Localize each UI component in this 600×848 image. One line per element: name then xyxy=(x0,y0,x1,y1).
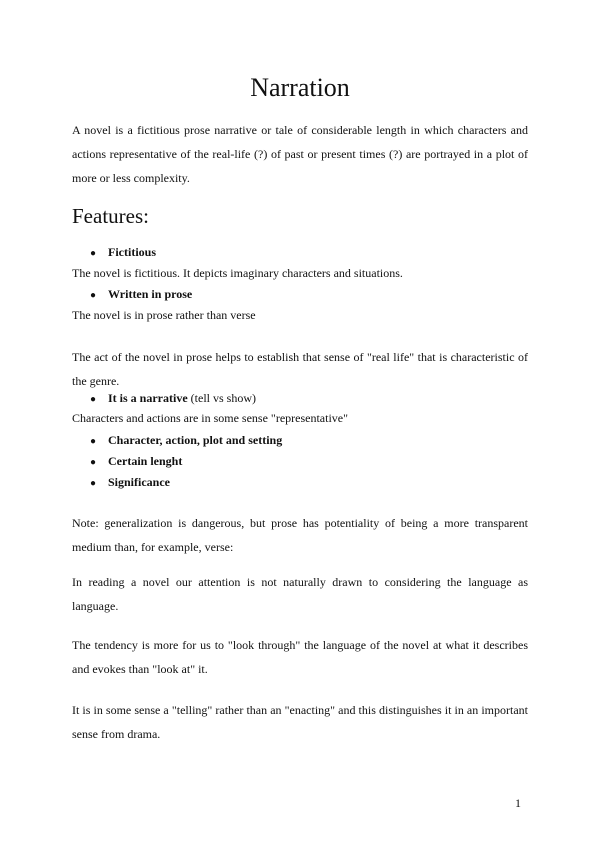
note-paragraph: Note: generalization is dangerous, but prose has potentiality of being a more transparent medium than, for example, verse: xyxy=(72,516,528,554)
feature-label: Significance xyxy=(108,475,170,489)
feature-item-fictitious xyxy=(90,244,156,262)
bullet-icon: ● xyxy=(90,478,97,489)
feature-item-significance xyxy=(90,474,170,492)
feature-label: Character, action, plot and setting xyxy=(108,433,283,447)
intro-paragraph: A novel is a fictitious prose narrative or tale of considerable length in which characters and actions representative of the real-life (?) of past or present times (?) are portrayed in a plot of more or less complexity. xyxy=(72,123,528,185)
feature-extra: (tell vs show) xyxy=(187,391,256,405)
feature-item-prose xyxy=(90,286,192,304)
feature-label: Certain lenght xyxy=(108,454,183,468)
telling-paragraph: It is in some sense a "telling" rather than an "enacting" and this distinguishes it in an important sense from drama. xyxy=(72,703,528,741)
tendency-paragraph: The tendency is more for us to "look through" the language of the novel at what it describes and evokes than "look at" it. xyxy=(72,638,528,676)
feature-label: It is a narrative xyxy=(108,391,188,405)
page-number: 1 xyxy=(515,796,521,810)
feature-item-character xyxy=(90,432,282,450)
bullet-icon: ● xyxy=(90,290,97,301)
bullet-icon: ● xyxy=(90,248,97,259)
prose-followup-paragraph: The act of the novel in prose helps to establish that sense of "real life" that is characteristic of the genre. xyxy=(72,350,528,388)
bullet-icon: ● xyxy=(90,457,97,468)
narrative-description: Characters and actions are in some sense "representative" xyxy=(72,411,349,425)
reading-paragraph: In reading a novel our attention is not naturally drawn to considering the language as language. xyxy=(72,575,528,613)
feature-item-length xyxy=(90,453,182,471)
bullet-icon: ● xyxy=(90,394,97,405)
page-title: Narration xyxy=(250,73,350,102)
features-heading: Features: xyxy=(72,204,149,228)
feature-item-narrative xyxy=(90,390,256,408)
feature-label: Fictitious xyxy=(108,245,156,259)
feature-label: Written in prose xyxy=(108,287,193,301)
prose-description: The novel is in prose rather than verse xyxy=(72,308,256,322)
fictitious-description: The novel is fictitious. It depicts imaginary characters and situations. xyxy=(72,266,403,280)
bullet-icon: ● xyxy=(90,436,97,447)
